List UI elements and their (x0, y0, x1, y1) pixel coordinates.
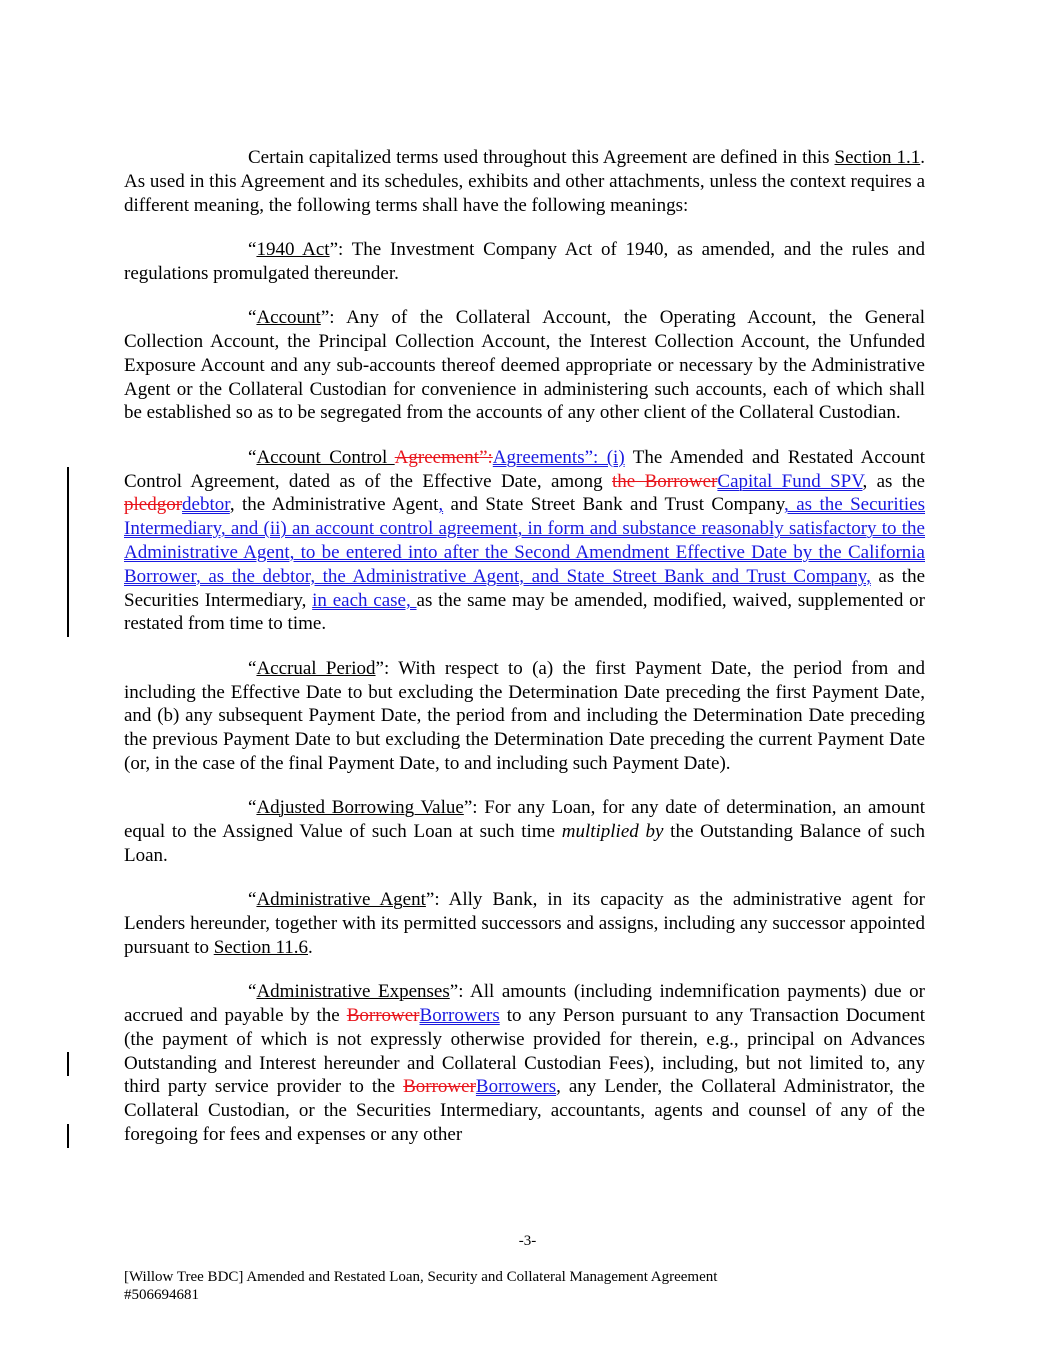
text: to any Person pursuant to any Transaction Document (the payment of which is not expressly otherwise provided for therein, e.g., principal on Advances Outstanding and Interest hereunder and Collateral Custodian Fees), including, but not limited to, any third party service provider to the (124, 1005, 925, 1098)
text: ”: For any Loan, for any date of determination, an amount equal to the Assigned Value of such Loan at such time (124, 797, 925, 843)
underlined-term: Accrual Period (256, 657, 376, 679)
change-bar (67, 467, 69, 637)
deleted-text: pledgor (124, 494, 183, 516)
inserted-text: in each case, (312, 589, 417, 611)
text: , the Administrative Agent (229, 494, 439, 516)
italic-text: multiplied by (561, 821, 664, 843)
text: “ (248, 797, 257, 819)
inserted-text: Borrowers (475, 1076, 557, 1098)
text: ”: With respect to (a) the first Payment Date, the period from and including the Effective Date to but excluding the Determination Date preceding the first Payment Date, and (b) any subsequent Payment Date, the period from and including the Determination Date preceding the previous Payment Date to but excluding the Determination Date preceding the current Payment Date (or, in the case of the final Payment Date, to and including such Payment Date). (124, 657, 926, 774)
text: “ (248, 446, 257, 468)
definition-paragraph (124, 238, 925, 286)
text: ”: The Investment Company Act of 1940, as amended, and the rules and regulations promulgated thereunder. (124, 238, 925, 284)
definition-paragraph (124, 657, 925, 776)
underlined-term: Administrative Agent (256, 889, 426, 911)
definition-paragraph (124, 796, 925, 867)
text: ”: Any of the Collateral Account, the Operating Account, the General Collection Account, the Principal Collection Account, the Interest Collection Account, the Unfunded Exposure Account and any sub-accounts thereof deemed appropriate or necessary by the Administrative Agent or the Collateral Custodian for convenience in administering such accounts, each of which shall be established so as to be segregated from the accounts of any other client of the Collateral Custodian. (124, 307, 925, 424)
definition-paragraph (124, 306, 925, 425)
text: “ (248, 981, 257, 1003)
text: . As used in this Agreement and its schedules, exhibits and other attachments, unless the context requires a different meaning, the following terms shall have the following meanings: (124, 147, 925, 216)
text: ”: Ally Bank, in its capacity as the administrative agent for Lenders hereunder, together with its permitted successors and assigns, including any successor appointed pursuant to (124, 889, 925, 958)
text: , any Lender, the Collateral Administrator, the Collateral Custodian, or the Securities Intermediary, accountants, agents and counsel of any of the foregoing for fees and expenses or any other (124, 1076, 925, 1146)
change-bar (67, 1052, 69, 1076)
deleted-text: Borrower (346, 1005, 420, 1027)
underlined-term: Section 1.1 (834, 147, 921, 168)
underlined-term: 1940 Act (256, 238, 330, 260)
definition-paragraph (124, 980, 925, 1147)
inserted-text: , as the Securities Intermediary, and (ii) an account control agreement, in form and substance reasonably satisfactory to the Administrative Agent, to be entered into after the Second Amendment Effective Date by the California Borrower, as the debtor, the Administrative Agent, and State Street Bank and Trust Company, (124, 494, 926, 587)
underlined-term: Section 11.6 (213, 936, 309, 958)
underlined-term: Adjusted Borrowing Value (256, 797, 464, 819)
inserted-text: Borrowers (419, 1005, 500, 1027)
text: . (308, 936, 313, 958)
text: The Amended and Restated Account Control Agreement, dated as of the Effective Date, among (124, 446, 925, 492)
text: Certain capitalized terms used throughout this Agreement are defined in this (248, 147, 835, 168)
deleted-text: Agreement”: (394, 446, 493, 468)
text: ”: All amounts (including indemnification payments) due or accrued and payable by the (124, 981, 925, 1027)
text: “ (248, 238, 257, 260)
text: and State Street Bank and Trust Company (443, 494, 785, 516)
text: , as the (862, 470, 925, 492)
footer-title: [Willow Tree BDC] Amended and Restated Loan, Security and Collateral Management Agreement (124, 1269, 718, 1285)
underlined-term: Account Control (256, 446, 395, 468)
text: as the Securities Intermediary, (124, 565, 926, 611)
deleted-text: Borrower (403, 1076, 476, 1098)
deleted-text: the Borrower (612, 470, 718, 492)
definition-paragraph (124, 446, 925, 636)
text: as the same may be amended, modified, waived, supplemented or restated from time to time. (124, 589, 925, 635)
document-body (124, 146, 925, 1167)
definition-paragraph (124, 888, 925, 959)
inserted-text: debtor (182, 494, 230, 516)
text: “ (248, 307, 257, 329)
underlined-term: Administrative Expenses (256, 981, 450, 1003)
inserted-text: Agreements”: (i) (492, 446, 625, 468)
inserted-text: , (438, 494, 444, 516)
change-bar (67, 1124, 69, 1148)
underlined-term: Account (256, 307, 321, 329)
page-number: -3- (518, 1233, 537, 1249)
inserted-text: Capital Fund SPV (717, 470, 863, 492)
definition-paragraph (124, 146, 925, 217)
footer (124, 1268, 717, 1304)
text: the Outstanding Balance of such Loan. (124, 821, 926, 866)
text: “ (248, 889, 257, 911)
text: “ (248, 657, 257, 679)
footer-doc-id: #506694681 (124, 1287, 199, 1303)
